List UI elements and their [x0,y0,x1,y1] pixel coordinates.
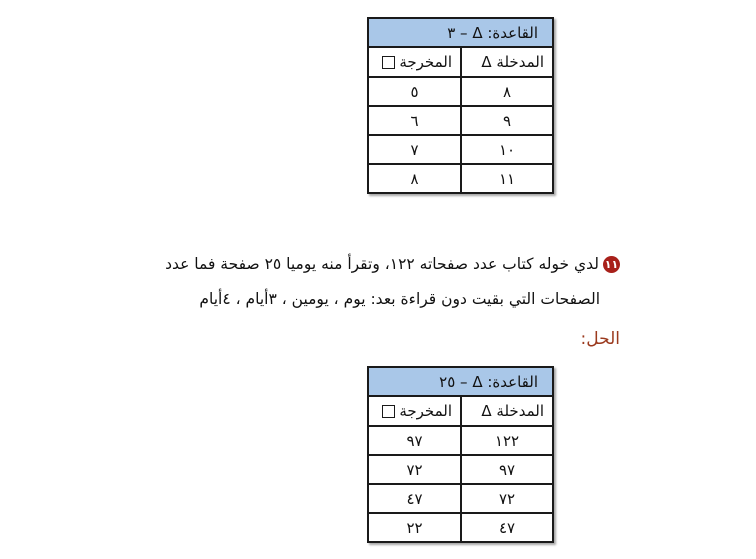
output-cell: ٧ [368,135,461,164]
rule-label: القاعدة: Δ – ٢٥ [368,367,553,396]
function-table-1 [367,17,554,194]
output-cell: ٥ [368,77,461,106]
table-row [368,135,553,164]
table-row [368,164,553,193]
input-header: المدخلة Δ [461,396,553,426]
input-cell: ٩٧ [461,455,553,484]
rule-label: القاعدة: Δ – ٣ [368,18,553,47]
table-row [368,77,553,106]
input-cell: ٨ [461,77,553,106]
output-header-cell [368,396,461,426]
output-cell: ٩٧ [368,426,461,455]
solution-label: الحل: [580,329,620,349]
input-cell: ٤٧ [461,513,553,542]
input-cell: ٩ [461,106,553,135]
output-cell: ٤٧ [368,484,461,513]
table-row [368,426,553,455]
input-cell: ٧٢ [461,484,553,513]
table-row [368,455,553,484]
input-cell: ١٠ [461,135,553,164]
header-row [368,396,553,426]
rule-row [368,18,553,47]
header-row [368,47,553,77]
output-header: المخرجة [399,53,452,71]
input-cell: ١٢٢ [461,426,553,455]
problem-text-2: الصفحات التي بقيت دون قراءة بعد: يوم ، يومين ، ٣أيام ، ٤أيام [199,290,600,308]
problem-number-badge: ١١ [604,258,619,271]
problem-line-1 [165,255,620,273]
problem-text-1: لدي خوله كتاب عدد صفحاته ١٢٢، وتقرأ منه يوميا ٢٥ صفحة فما عدد [165,255,599,273]
input-cell: ١١ [461,164,553,193]
rule-row [368,367,553,396]
square-icon [382,56,395,69]
output-cell: ٨ [368,164,461,193]
output-cell: ٢٢ [368,513,461,542]
table-row [368,106,553,135]
table-row [368,484,553,513]
output-cell: ٦ [368,106,461,135]
table-row [368,513,553,542]
function-table-2 [367,366,554,543]
output-cell: ٧٢ [368,455,461,484]
input-header: المدخلة Δ [461,47,553,77]
output-header: المخرجة [399,402,452,420]
output-header-cell [368,47,461,77]
square-icon [382,405,395,418]
